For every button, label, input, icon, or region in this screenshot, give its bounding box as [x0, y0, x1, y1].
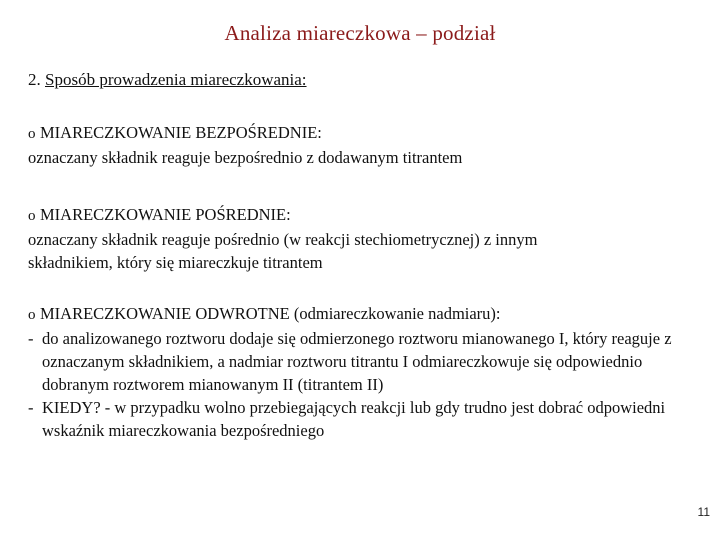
section-back-titration — [28, 302, 708, 442]
section-direct-titration — [28, 121, 708, 169]
bullet-icon: o — [28, 307, 36, 323]
heading-text: MIARECZKOWANIE POŚREDNIE: — [40, 205, 291, 224]
list-item-text: KIEDY? - w przypadku wolno przebiegających reakcji lub gdy trudno jest dobrać odpowiedni wskaźnik miareczkowania bezpośredniego — [42, 398, 666, 440]
section-line: oznaczany składnik reaguje bezpośrednio z dodawanym titrantem — [28, 148, 463, 167]
slide-title: Analiza miareczkowa – podział — [224, 21, 496, 45]
bullet-icon: o — [28, 126, 36, 142]
heading-suffix: (odmiareczkowanie nadmiaru): — [293, 304, 501, 323]
section-line: składnikiem, który się miareczkuje titrantem — [28, 253, 323, 272]
dash-marker: - — [28, 398, 34, 417]
section-heading — [28, 203, 708, 228]
section-line: oznaczany składnik reaguje pośrednio (w reakcji stechiometrycznej) z innym — [28, 230, 538, 249]
list-item-text: do analizowanego roztworu dodaje się odmierzonego roztworu mianowanego I, który reaguje z oznaczanym składnikiem, a nadmiar roztworu titrantu I odmiareczkowuje się odpowiednio dobranym roztworem mianowanym II (titrantem II) — [42, 329, 672, 394]
heading-text: MIARECZKOWANIE ODWROTNE — [40, 304, 290, 323]
subtitle-text: Sposób prowadzenia miareczkowania: — [45, 70, 307, 89]
heading-text: MIARECZKOWANIE BEZPOŚREDNIE: — [40, 123, 322, 142]
page-number: 11 — [697, 505, 710, 519]
bullet-icon: o — [28, 208, 36, 224]
section-heading — [28, 302, 708, 327]
dash-marker: - — [28, 329, 34, 348]
list-item — [28, 396, 708, 442]
section-heading — [28, 121, 708, 146]
subtitle-number: 2. — [28, 70, 41, 89]
list-item — [28, 327, 708, 396]
section-subtitle — [28, 70, 307, 90]
section-indirect-titration — [28, 203, 708, 274]
